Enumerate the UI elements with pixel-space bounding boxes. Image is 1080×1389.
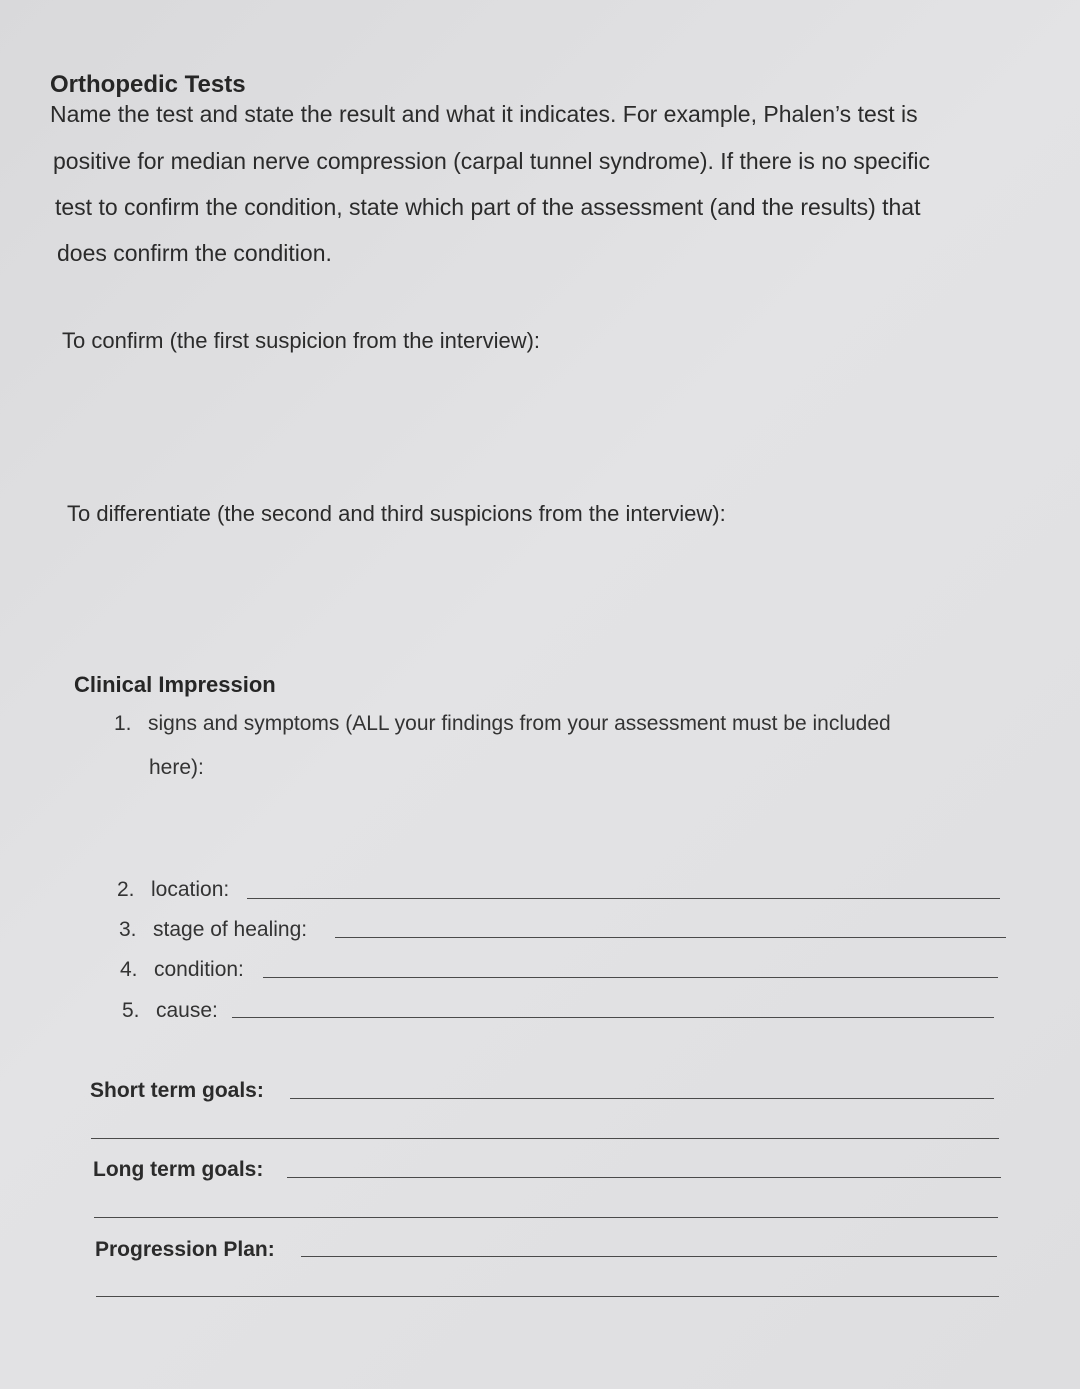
instruction-line-4: does confirm the condition. xyxy=(57,240,332,266)
clinical-item-cause xyxy=(122,999,218,1023)
clinical-item-stage xyxy=(119,918,307,942)
progression-plan-line-1[interactable] xyxy=(301,1256,997,1257)
clinical-item-signs xyxy=(114,712,891,736)
clinical-impression-heading: Clinical Impression xyxy=(74,672,276,697)
clinical-item-signs-cont: here): xyxy=(149,756,204,779)
item-label: condition: xyxy=(154,958,244,981)
confirm-prompt: To confirm (the first suspicion from the interview): xyxy=(62,328,541,353)
location-answer-line[interactable] xyxy=(247,898,1000,899)
item-number: 5. xyxy=(122,999,140,1022)
long-term-goals-line-1[interactable] xyxy=(287,1177,1001,1178)
instruction-line-2: positive for median nerve compression (carpal tunnel syndrome). If there is no specific xyxy=(53,148,930,174)
clinical-item-condition xyxy=(120,958,244,982)
item-label: stage of healing: xyxy=(153,918,308,941)
clinical-item-location xyxy=(117,878,229,902)
short-term-goals-line-2[interactable] xyxy=(91,1138,999,1139)
short-term-goals-label: Short term goals: xyxy=(90,1079,264,1102)
differentiate-prompt: To differentiate (the second and third suspicions from the interview): xyxy=(67,501,726,526)
item-number: 2. xyxy=(117,878,135,901)
progression-plan-line-2[interactable] xyxy=(96,1296,999,1297)
item-label: signs and symptoms (ALL your findings from your assessment must be included xyxy=(148,712,891,735)
condition-answer-line[interactable] xyxy=(263,977,998,978)
long-term-goals-line-2[interactable] xyxy=(94,1217,998,1218)
item-label: location: xyxy=(151,878,230,901)
instruction-line-1: Name the test and state the result and what it indicates. For example, Phalen’s test is xyxy=(50,101,918,127)
progression-plan-label: Progression Plan: xyxy=(95,1238,275,1261)
long-term-goals-label: Long term goals: xyxy=(93,1158,264,1181)
page-title: Orthopedic Tests xyxy=(50,71,246,98)
stage-answer-line[interactable] xyxy=(335,937,1006,938)
item-number: 4. xyxy=(120,958,138,981)
short-term-goals-line-1[interactable] xyxy=(290,1098,994,1099)
item-label: cause: xyxy=(156,999,218,1022)
instruction-line-3: test to confirm the condition, state which part of the assessment (and the results) that xyxy=(55,194,921,220)
item-number: 1. xyxy=(114,712,132,735)
cause-answer-line[interactable] xyxy=(232,1017,994,1018)
item-number: 3. xyxy=(119,918,137,941)
